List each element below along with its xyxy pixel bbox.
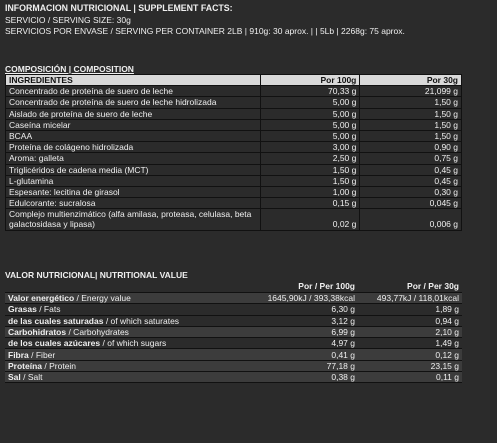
ingredient-per-30g: 0,90 g xyxy=(360,142,462,153)
nutrition-header-row xyxy=(5,280,462,293)
table-row xyxy=(5,326,462,337)
table-row xyxy=(6,164,462,175)
nutrition-table xyxy=(5,280,462,383)
nutrient-name-en: / Fats xyxy=(36,304,61,315)
nutrient-name-es: de los cuales azúcares xyxy=(8,338,101,349)
table-row xyxy=(6,108,462,119)
nutrient-name-en: / Energy value xyxy=(74,293,131,304)
table-row xyxy=(6,198,462,209)
nutrient-name-es: Carbohidratos xyxy=(8,326,67,337)
table-row xyxy=(5,304,462,315)
nutrient-name xyxy=(5,349,246,360)
nutrient-name xyxy=(5,338,246,349)
ingredient-per-100g: 1,00 g xyxy=(260,186,360,197)
nutrient-name-en: / of which saturates xyxy=(103,315,180,326)
table-row xyxy=(5,293,462,304)
nutrient-name xyxy=(5,304,246,315)
composition-header-row xyxy=(6,75,462,86)
ingredient-name: BCAA xyxy=(6,130,261,141)
nutrient-per-30g: 493,77kJ / 118,01kcal xyxy=(358,293,462,304)
nutrition-title: VALOR NUTRICIONAL| NUTRITIONAL VALUE xyxy=(5,270,188,280)
ingredient-per-100g: 70,33 g xyxy=(260,86,360,97)
nutrient-per-30g: 0,94 g xyxy=(358,315,462,326)
nutrient-per-100g: 77,18 g xyxy=(246,360,358,371)
composition-table xyxy=(5,74,462,231)
nutrient-name xyxy=(5,372,246,383)
nutrient-per-100g: 6,30 g xyxy=(246,304,358,315)
ingredient-per-100g: 3,00 g xyxy=(260,142,360,153)
nutrient-name-en: / Carbohydrates xyxy=(66,326,129,337)
nutrient-name-es: Sal xyxy=(8,372,21,383)
ingredient-name: Concentrado de proteína de suero de leche xyxy=(6,86,261,97)
nutrient-per-30g: 1,49 g xyxy=(358,338,462,349)
ingredient-per-30g: 0,45 g xyxy=(360,175,462,186)
per-100g-header: Por 100g xyxy=(260,75,360,86)
servings-per-container: SERVICIOS POR ENVASE / SERVING PER CONTAINER 2LB | 910g: 30 aprox. | | 5Lb | 2268g: 75 aprox. xyxy=(5,25,405,36)
ingredient-per-30g: 0,45 g xyxy=(360,164,462,175)
nutrient-name xyxy=(5,315,246,326)
nutrient-name-es: Fibra xyxy=(8,349,29,360)
ingredient-per-100g: 5,00 g xyxy=(260,130,360,141)
nutrient-per-100g: 0,38 g xyxy=(246,372,358,383)
ingredient-per-100g: 5,00 g xyxy=(260,97,360,108)
nutrient-per-30g: 2,10 g xyxy=(358,326,462,337)
ingredient-name: L-glutamina xyxy=(6,175,261,186)
nutrient-per-30g: 23,15 g xyxy=(358,360,462,371)
ingredient-name: Espesante: lecitina de girasol xyxy=(6,186,261,197)
ingredient-per-100g: 2,50 g xyxy=(260,153,360,164)
ingredient-name: Caseína micelar xyxy=(6,119,261,130)
ingredient-per-30g: 21,099 g xyxy=(360,86,462,97)
composition-title: COMPOSICIÓN | COMPOSITION xyxy=(5,64,134,74)
header-title: INFORMACION NUTRICIONAL | SUPPLEMENT FACTS: xyxy=(5,3,233,13)
ingredient-name: Edulcorante: sucralosa xyxy=(6,198,261,209)
per-100g-header: Por / Per 100g xyxy=(246,280,358,293)
nutrient-per-30g: 0,11 g xyxy=(358,372,462,383)
nutrient-name-en: / Protein xyxy=(42,360,77,371)
nutrient-name xyxy=(5,326,246,337)
ingredient-per-30g: 0,006 g xyxy=(360,209,462,230)
table-row xyxy=(6,130,462,141)
nutrient-per-30g: 0,12 g xyxy=(358,349,462,360)
table-row xyxy=(6,119,462,130)
ingredient-name: Triglicéridos de cadena media (MCT) xyxy=(6,164,261,175)
nutrient-per-30g: 1,89 g xyxy=(358,304,462,315)
nutrient-name-en: / Salt xyxy=(20,372,43,383)
nutrient-name-es: Proteína xyxy=(8,360,43,371)
per-30g-header: Por 30g xyxy=(360,75,462,86)
per-30g-header: Por / Per 30g xyxy=(358,280,462,293)
nutrient-name-es: de las cuales saturadas xyxy=(8,315,104,326)
nutrient-name xyxy=(5,360,246,371)
nutrient-per-100g: 3,12 g xyxy=(246,315,358,326)
table-row xyxy=(6,175,462,186)
nutrient-name-es: Valor energético xyxy=(8,293,75,304)
table-row xyxy=(5,360,462,371)
ingredient-name: Proteína de colágeno hidrolizada xyxy=(6,142,261,153)
table-row xyxy=(6,97,462,108)
ingredient-per-30g: 1,50 g xyxy=(360,108,462,119)
ingredient-per-30g: 0,045 g xyxy=(360,198,462,209)
nutrient-name-en: / Fiber xyxy=(28,349,56,360)
ingredient-per-100g: 5,00 g xyxy=(260,108,360,119)
table-row xyxy=(6,86,462,97)
ingredient-per-30g: 1,50 g xyxy=(360,130,462,141)
ingredient-per-30g: 1,50 g xyxy=(360,97,462,108)
table-row xyxy=(6,153,462,164)
ingredient-per-100g: 1,50 g xyxy=(260,175,360,186)
ingredient-name: Aislado de proteína de suero de leche xyxy=(6,108,261,119)
ingredient-per-100g: 5,00 g xyxy=(260,119,360,130)
serving-size: SERVICIO / SERVING SIZE: 30g xyxy=(5,14,131,25)
ingredient-per-30g: 0,30 g xyxy=(360,186,462,197)
nutrient-name-es: Grasas xyxy=(8,304,37,315)
ingredient-name: Aroma: galleta xyxy=(6,153,261,164)
table-row xyxy=(6,142,462,153)
table-row xyxy=(5,349,462,360)
nutrient-name-en: / of which sugars xyxy=(100,338,167,349)
nutrient-per-100g: 1645,90kJ / 393,38kcal xyxy=(246,293,358,304)
table-row xyxy=(5,315,462,326)
ingredient-name: Concentrado de proteína de suero de leche hidrolizada xyxy=(6,97,261,108)
nutrient-name xyxy=(5,293,246,304)
ingredients-header: INGREDIENTES xyxy=(6,75,261,86)
ingredient-name: Complejo multienzimático (alfa amilasa, proteasa, celulasa, beta galactosidasa y lipasa) xyxy=(6,209,261,230)
nutrient-per-100g: 4,97 g xyxy=(246,338,358,349)
nutrient-per-100g: 0,41 g xyxy=(246,349,358,360)
table-row xyxy=(6,209,462,230)
ingredient-per-100g: 1,50 g xyxy=(260,164,360,175)
nutrient-per-100g: 6,99 g xyxy=(246,326,358,337)
table-row xyxy=(5,338,462,349)
ingredient-per-30g: 0,75 g xyxy=(360,153,462,164)
ingredient-per-100g: 0,15 g xyxy=(260,198,360,209)
nutrient-header xyxy=(5,280,246,293)
table-row xyxy=(6,186,462,197)
supplement-header xyxy=(5,3,405,37)
table-row xyxy=(5,372,462,383)
ingredient-per-30g: 1,50 g xyxy=(360,119,462,130)
ingredient-per-100g: 0,02 g xyxy=(260,209,360,230)
